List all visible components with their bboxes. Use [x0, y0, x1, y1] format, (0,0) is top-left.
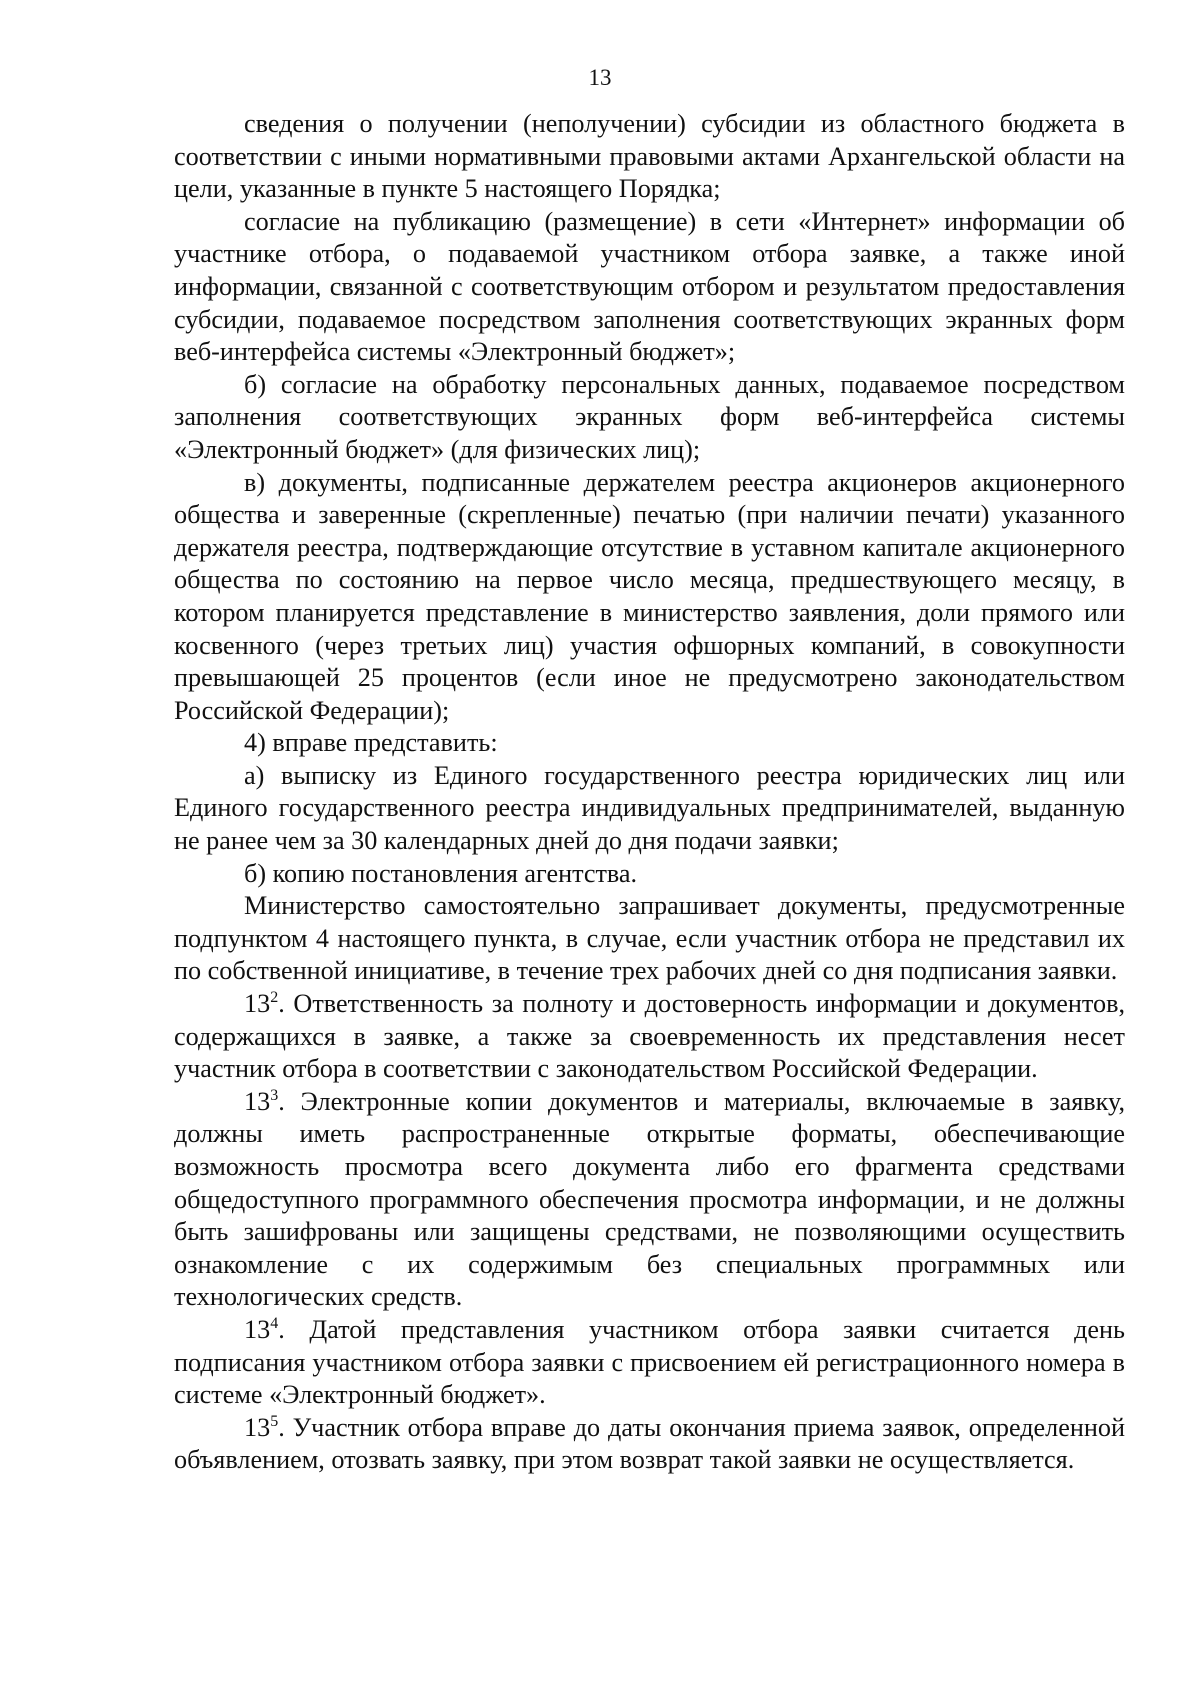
- clause-superscript: 4: [270, 1314, 279, 1332]
- paragraph-consent-publication: согласие на публикацию (размещение) в сети «Интернет» информации об участнике отбора, о подаваемой участником отбора заявке, а также иной информации, связанной с соответствующим отбором и результатом предоставления субсидии, подаваемое посредством заполнения соответствующих экранных форм веб-интерфейса системы «Электронный бюджет»;: [174, 206, 1125, 367]
- clause-text: . Датой представления участником отбора заявки считается день подписания участником отбора заявки с присвоением ей регистрационного номера в системе «Электронный бюджет».: [174, 1314, 1125, 1410]
- paragraph-shareholder-registry-docs: в) документы, подписанные держателем реестра акционеров акционерного общества и заверенные (скрепленные) печатью (при наличии печати) указанного держателя реестра, подтверждающие отсутствие в уставном капитале акционерного общества по состоянию на первое число месяца, предшествующего месяцу, в котором планируется представление в министерство заявления, доли прямого или косвенного (через третьих лиц) участия офшорных компаний, в совокупности превышающей 25 процентов (если иное не предусмотрено законодательством Российской Федерации);: [174, 467, 1125, 725]
- paragraph-info-subsidy-receipt: сведения о получении (неполучении) субсидии из областного бюджета в соответствии с иными нормативными правовыми актами Архангельской области на цели, указанные в пункте 5 настоящего Порядка;: [174, 109, 1125, 204]
- clause-superscript: 2: [270, 989, 279, 1007]
- clause-13-5: [174, 1412, 1125, 1477]
- paragraph-ministry-requests: Министерство самостоятельно запрашивает документы, предусмотренные подпунктом 4 настоящего пункта, в случае, если участник отбора не представил их по собственной инициативе, в течение трех рабочих дней со дня подписания заявки.: [174, 891, 1125, 986]
- clause-number: 13: [244, 1086, 271, 1116]
- page-number: 13: [588, 65, 612, 90]
- clause-13-3: [174, 1086, 1125, 1314]
- clause-text: . Участник отбора вправе до даты окончания приема заявок, определенной объявлением, отозвать заявку, при этом возврат такой заявки не осуществляется.: [174, 1412, 1125, 1475]
- clause-13-2: [174, 988, 1125, 1086]
- clause-number: 13: [244, 1314, 271, 1344]
- clause-superscript: 5: [270, 1412, 279, 1430]
- clause-superscript: 3: [270, 1086, 279, 1104]
- paragraph-consent-personal-data: б) согласие на обработку персональных данных, подаваемое посредством заполнения соответствующих экранных форм веб-интерфейса системы «Электронный бюджет» (для физических лиц);: [174, 369, 1125, 464]
- clause-number: 13: [244, 1412, 271, 1442]
- clause-text: . Ответственность за полноту и достоверность информации и документов, содержащихся в заявке, а также за своевременность их представления несет участник отбора в соответствии с законодательством Российской Федерации.: [174, 989, 1125, 1084]
- clause-13-4: [174, 1314, 1125, 1412]
- document-body: [174, 108, 1125, 1477]
- paragraph-agency-resolution-copy: б) копию постановления агентства.: [244, 858, 638, 888]
- paragraph-registry-extract: а) выписку из Единого государственного реестра юридических лиц или Единого государственного реестра индивидуальных предпринимателей, выданную не ранее чем за 30 календарных дней до дня подачи заявки;: [174, 760, 1125, 856]
- paragraph-may-submit: 4) вправе представить:: [244, 728, 498, 758]
- clause-text: . Электронные копии документов и материалы, включаемые в заявку, должны иметь распространенные открытые форматы, обеспечивающие возможность просмотра всего документа либо его фрагмента средствами общедоступного программного обеспечения просмотра информации, и не должны быть зашифрованы или защищены средствами, не позволяющими осуществить ознакомление с их содержимым без специальных программных или технологических средств.: [174, 1086, 1125, 1312]
- clause-number: 13: [244, 989, 271, 1019]
